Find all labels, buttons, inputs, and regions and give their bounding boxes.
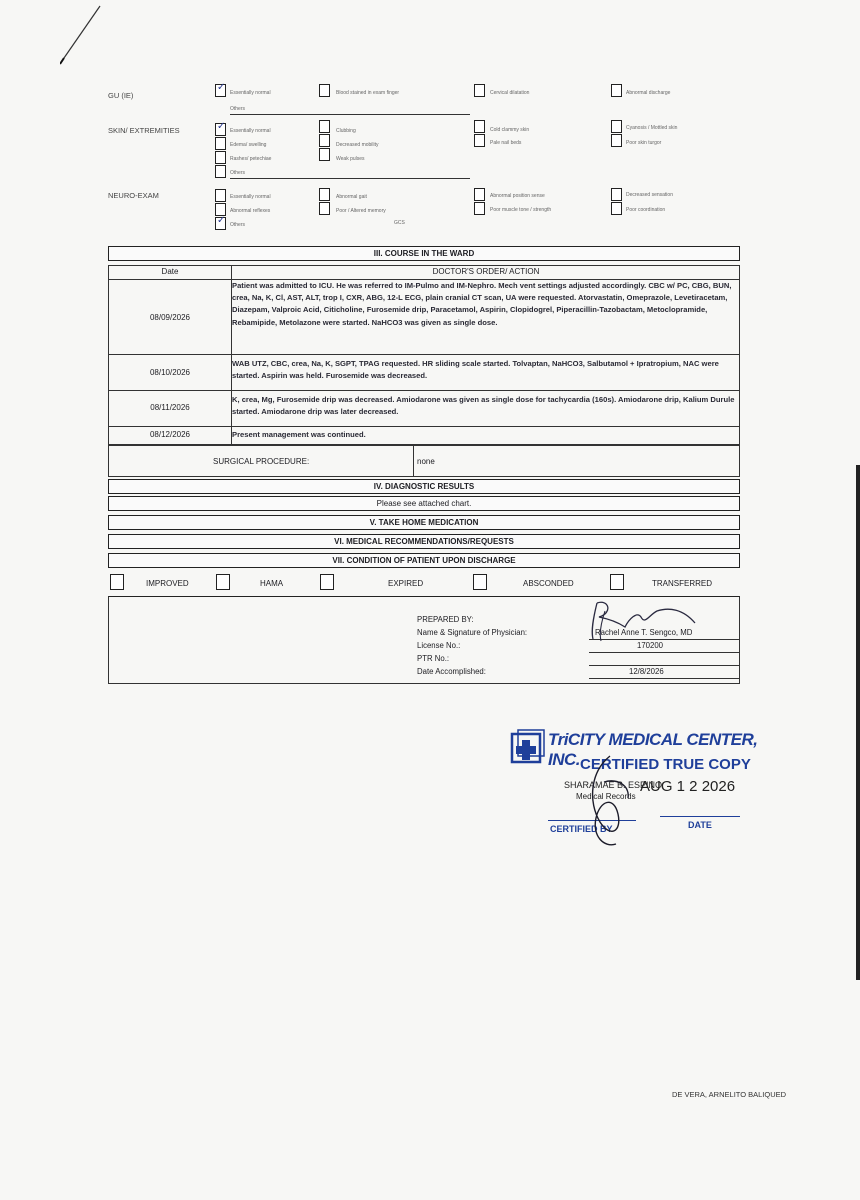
stamp-date: AUG 1 2 2026 — [640, 778, 736, 795]
license-label: License No.: — [417, 641, 461, 650]
take-home-header: V. TAKE HOME MEDICATION — [108, 515, 740, 530]
entry-date: 08/12/2026 — [149, 430, 191, 439]
option-label: Poor coordination — [626, 207, 666, 213]
signature-block — [108, 596, 740, 684]
skin-checkbox[interactable] — [215, 137, 226, 150]
entry-action: WAB UTZ, CBC, crea, Na, K, SGPT, TPAG requested. HR sliding scale started. Tolvaptan, NaHCO3, Salbutamol + Ipratropium, NAC were started. Aspirin was held. Furosemide was decreased. — [232, 359, 719, 381]
option-label: Decreased sensation — [626, 192, 673, 198]
physician-signature — [579, 597, 699, 645]
ptr-label: PTR No.: — [417, 654, 450, 663]
option-label: Essentially normal — [230, 90, 271, 96]
diagnostic-note: Please see attached chart. — [108, 496, 740, 511]
neuro-checkbox[interactable] — [474, 202, 485, 215]
option-label: Others — [230, 222, 246, 228]
stamp-officer: SHARAMAE B. ESPINO — [564, 780, 663, 790]
date-accomplished: 12/8/2026 — [629, 667, 664, 676]
stamp-org: TriCITY MEDICAL CENTER, INC. — [548, 730, 758, 769]
condition-options — [108, 569, 740, 597]
entry-action: Patient was admitted to ICU. He was referred to IM-Pulmo and IM-Nephro. Mech vent settings adjusted accordingly. CBC w/ PC, CBG, BUN, crea, Na, K, Cl, AST, ALT, trop I, CXR, ABG, 12-L ECG, plain cranial CT scan, UA were requested. Atorvastatin, Omeprazole, Levetiracetam, Diazepam, Valproic Acid, Citicholine, Furosemide drip, Paracetamol, Aspirin, Clopidogrel, Piperacillin-Tazobactam, Metoclopramide, Rebamipide, Metolazone were started. NaHCO3 was given as single dose. — [232, 281, 732, 327]
skin-checkbox[interactable] — [474, 120, 485, 133]
course-table — [108, 265, 740, 445]
condition-label: HAMA — [260, 579, 284, 588]
skin-checkbox[interactable] — [611, 134, 622, 147]
option-label: Abnormal reflexes — [230, 208, 271, 214]
skin-normal-checkbox[interactable] — [215, 123, 226, 136]
option-label: Decreased mobility — [336, 142, 379, 148]
skin-checkbox[interactable] — [215, 151, 226, 164]
course-section-header: III. COURSE IN THE WARD — [108, 246, 740, 261]
entry-date: 08/11/2026 — [150, 403, 190, 412]
absconded-checkbox[interactable] — [473, 574, 487, 590]
neuro-checkbox[interactable] — [611, 202, 622, 215]
skin-checkbox[interactable] — [319, 148, 330, 161]
surgical-label: SURGICAL PROCEDURE: — [213, 457, 310, 466]
neuro-checkbox[interactable] — [474, 188, 485, 201]
skin-checkbox[interactable] — [474, 134, 485, 147]
physician-name: Rachel Anne T. Sengco, MD — [595, 628, 693, 637]
check-mark-icon: ✓ — [217, 82, 226, 93]
condition-label: ABSCONDED — [523, 579, 574, 588]
option-label: Poor muscle tone / strength — [490, 207, 552, 213]
recommendations-header: VI. MEDICAL RECOMMENDATIONS/REQUESTS — [108, 534, 740, 549]
certified-true-copy-stamp — [510, 722, 770, 842]
stamp-certified-by: CERTIFIED BY — [550, 824, 613, 834]
license-number: 170200 — [637, 641, 664, 650]
neuro-checkbox[interactable] — [319, 188, 330, 201]
stamp-title: CERTIFIED TRUE COPY — [580, 756, 751, 773]
option-label: Essentially normal — [230, 194, 271, 200]
option-label: Edema/ swelling — [230, 142, 267, 148]
stamp-date-label: DATE — [688, 820, 712, 830]
surgical-row — [108, 445, 740, 477]
option-label: Others — [230, 106, 246, 112]
discharge-form — [108, 78, 740, 684]
option-label: Pale nail beds — [490, 140, 522, 146]
check-mark-icon: ✓ — [217, 121, 226, 132]
hospital-logo-icon — [510, 728, 546, 768]
neuro-others-checkbox[interactable] — [215, 217, 226, 230]
option-label: Cervical dilatation — [490, 90, 530, 96]
surgical-value: none — [417, 457, 435, 466]
condition-label: TRANSFERRED — [652, 579, 713, 588]
date-column-header: Date — [161, 267, 179, 276]
page-fold-mark — [60, 0, 102, 70]
neuro-checkbox[interactable] — [215, 189, 226, 202]
option-label: Abnormal discharge — [626, 90, 671, 96]
skin-checkbox[interactable] — [319, 134, 330, 147]
entry-action: Present management was continued. — [232, 430, 366, 439]
patient-name-footer: DE VERA, ARNELITO BALIQUED — [672, 1090, 787, 1099]
option-label: Weak pulses — [336, 156, 365, 162]
entry-date: 08/09/2026 — [149, 313, 191, 322]
option-label: Cyanosis / Mottled skin — [626, 125, 678, 131]
entry-date: 08/10/2026 — [149, 368, 191, 377]
improved-checkbox[interactable] — [110, 574, 124, 590]
option-label: Blood stained in exam finger — [336, 90, 400, 96]
option-label: Poor / Altered memory — [336, 208, 386, 214]
physician-name-label: Name & Signature of Physician: — [417, 628, 528, 637]
diagnostic-header: IV. DIAGNOSTIC RESULTS — [108, 479, 740, 494]
prepared-by-label: PREPARED BY: — [417, 615, 474, 624]
option-label: Clubbing — [336, 128, 356, 134]
option-label: Rashes/ petechiae — [230, 156, 272, 162]
check-mark-icon: ✓ — [217, 215, 226, 226]
option-label: Poor skin turgor — [626, 140, 662, 146]
skin-checkbox[interactable] — [215, 165, 226, 178]
skin-checkbox[interactable] — [611, 120, 622, 133]
gu-normal-checkbox[interactable] — [215, 84, 226, 97]
condition-label: EXPIRED — [388, 579, 424, 588]
entry-action: K, crea, Mg, Furosemide drip was decreased. Amiodarone was given as single dose for tachycardia (160s). Amiodarone drip, Kalium Durule started. Amiodarone drip was later decreased. — [232, 395, 735, 417]
certifier-signature — [570, 752, 650, 852]
page-edge-shadow — [856, 465, 860, 980]
option-label: Abnormal position sense — [490, 193, 545, 199]
gu-discharge-checkbox[interactable] — [611, 84, 622, 97]
skin-checkbox[interactable] — [319, 120, 330, 133]
gu-label: GU (IE) — [108, 91, 134, 100]
option-label: Cold clammy skin — [490, 127, 530, 133]
skin-label: SKIN/ EXTREMITIES — [108, 126, 180, 135]
option-label: Abnormal gait — [336, 194, 367, 200]
expired-checkbox[interactable] — [320, 574, 334, 590]
hama-checkbox[interactable] — [216, 574, 230, 590]
neuro-label: NEURO-EXAM — [108, 191, 159, 200]
stamp-dept: Medical Records — [576, 792, 636, 801]
neuro-others-value: GCS — [394, 220, 405, 226]
condition-label: IMPROVED — [146, 579, 189, 588]
transferred-checkbox[interactable] — [610, 574, 624, 590]
option-label: Essentially normal — [230, 128, 271, 134]
condition-header: VII. CONDITION OF PATIENT UPON DISCHARGE — [108, 553, 740, 568]
gu-cervical-checkbox[interactable] — [474, 84, 485, 97]
option-label: Others — [230, 170, 246, 176]
order-column-header: DOCTOR'S ORDER/ ACTION — [432, 267, 540, 276]
date-accomplished-label: Date Accomplished: — [417, 667, 486, 676]
neuro-checkbox[interactable] — [319, 202, 330, 215]
neuro-checkbox[interactable] — [611, 188, 622, 201]
gu-blood-checkbox[interactable] — [319, 84, 330, 97]
